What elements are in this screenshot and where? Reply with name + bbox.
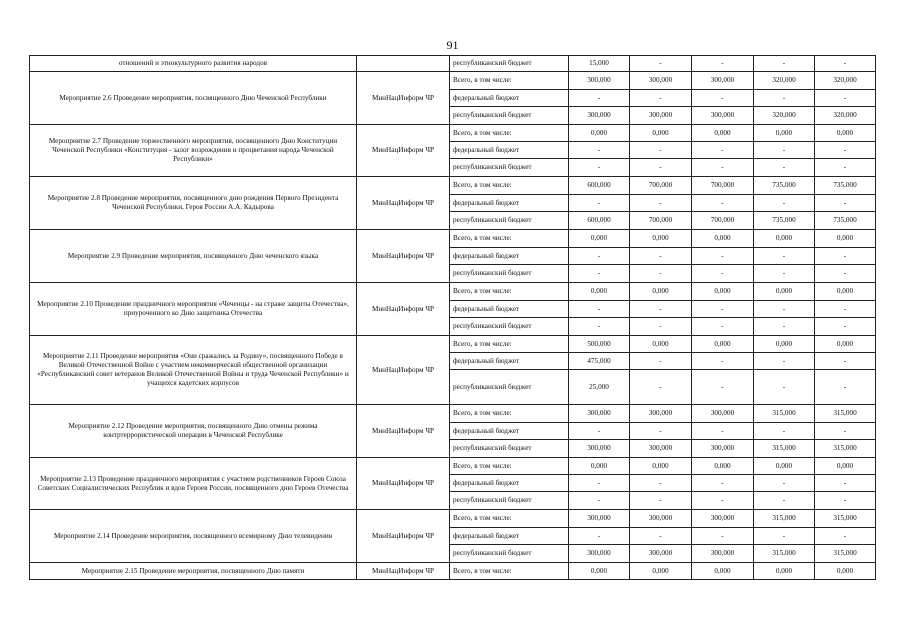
organization-cell: МинНацИнформ ЧР [357, 336, 450, 405]
value-cell: 15,000 [569, 56, 630, 72]
funding-source: республиканский бюджет [450, 545, 569, 563]
value-cell: 315,000 [815, 440, 876, 458]
value-cell: 0,000 [630, 283, 692, 301]
value-cell: 0,000 [754, 283, 815, 301]
budget-table [29, 55, 876, 580]
value-cell: - [815, 370, 876, 405]
event-title: отношений и этнокультурного развития народов [30, 56, 357, 72]
value-cell: 0,000 [630, 458, 692, 475]
value-cell: 300,000 [630, 510, 692, 528]
value-cell: - [692, 142, 754, 159]
value-cell: - [630, 301, 692, 318]
table-row [30, 563, 876, 580]
value-cell: 315,000 [754, 545, 815, 563]
value-cell: - [630, 353, 692, 370]
value-cell: 320,000 [815, 72, 876, 90]
table-row [30, 336, 876, 353]
value-cell: 320,000 [754, 107, 815, 125]
funding-source: республиканский бюджет [450, 492, 569, 510]
value-cell: - [815, 248, 876, 265]
value-cell: 0,000 [630, 336, 692, 353]
value-cell: - [569, 528, 630, 545]
value-cell: 300,000 [692, 72, 754, 90]
funding-source: федеральный бюджет [450, 423, 569, 440]
value-cell: - [754, 492, 815, 510]
value-cell: - [754, 475, 815, 492]
value-cell: - [569, 301, 630, 318]
value-cell: - [754, 159, 815, 177]
value-cell: - [815, 265, 876, 283]
value-cell: - [630, 492, 692, 510]
event-title: Мероприятие 2.7 Проведение торжественного мероприятия, посвященного Дню Конституции Чеченской Республики «Конституция - залог возрождения и процветания народа Чеченской Республики» [30, 125, 357, 177]
value-cell: - [692, 301, 754, 318]
value-cell: - [815, 353, 876, 370]
organization-cell: МинНацИнформ ЧР [357, 510, 450, 563]
value-cell: 0,000 [815, 563, 876, 580]
page-number: 91 [446, 38, 459, 52]
organization-cell: МинНацИнформ ЧР [357, 125, 450, 177]
value-cell: - [569, 248, 630, 265]
value-cell: 0,000 [815, 283, 876, 301]
organization-cell: МинНацИнформ ЧР [357, 405, 450, 458]
event-title: Мероприятие 2.13 Проведение праздничного мероприятия с участием родственников Героев Союза Советских Социалистических Республик и вдов Героев России, посвященного дню Героев Отечества [30, 458, 357, 510]
value-cell: 300,000 [692, 545, 754, 563]
table-row [30, 125, 876, 142]
funding-source: Всего, в том числе: [450, 125, 569, 142]
value-cell: 315,000 [754, 440, 815, 458]
value-cell: - [692, 195, 754, 212]
funding-source: федеральный бюджет [450, 353, 569, 370]
value-cell: 25,000 [569, 370, 630, 405]
value-cell: - [630, 423, 692, 440]
table-row [30, 230, 876, 248]
funding-source: федеральный бюджет [450, 528, 569, 545]
organization-cell: МинНацИнформ ЧР [357, 230, 450, 283]
value-cell: 0,000 [692, 336, 754, 353]
funding-source: республиканский бюджет [450, 107, 569, 125]
value-cell: - [754, 301, 815, 318]
value-cell: 315,000 [815, 510, 876, 528]
value-cell: 300,000 [630, 72, 692, 90]
event-title: Мероприятие 2.12 Проведение мероприятия, посвященного Дню отмены режима контртеррористической операции в Чеченской Республике [30, 405, 357, 458]
value-cell: 0,000 [569, 458, 630, 475]
value-cell: 0,000 [754, 458, 815, 475]
table-row [30, 283, 876, 301]
value-cell: 735,000 [815, 212, 876, 230]
value-cell: 300,000 [569, 440, 630, 458]
value-cell: 320,000 [754, 72, 815, 90]
table-row [30, 56, 876, 72]
value-cell: 300,000 [569, 405, 630, 423]
value-cell: 300,000 [692, 510, 754, 528]
value-cell: 0,000 [815, 125, 876, 142]
funding-source: республиканский бюджет [450, 440, 569, 458]
funding-source: республиканский бюджет [450, 56, 569, 72]
value-cell: - [815, 528, 876, 545]
value-cell: - [630, 475, 692, 492]
value-cell: - [815, 142, 876, 159]
value-cell: 0,000 [692, 563, 754, 580]
funding-source: Всего, в том числе: [450, 72, 569, 90]
value-cell: - [630, 142, 692, 159]
value-cell: 300,000 [569, 545, 630, 563]
value-cell: - [754, 370, 815, 405]
event-title: Мероприятие 2.9 Проведение мероприятия, посвященного Дню чеченского языка [30, 230, 357, 283]
value-cell: - [569, 475, 630, 492]
funding-source: республиканский бюджет [450, 159, 569, 177]
value-cell: 300,000 [630, 545, 692, 563]
value-cell: 735,000 [754, 212, 815, 230]
value-cell: 300,000 [630, 107, 692, 125]
value-cell: 735,000 [754, 177, 815, 195]
value-cell: - [692, 159, 754, 177]
table-row [30, 405, 876, 423]
value-cell: - [630, 90, 692, 107]
value-cell: - [569, 265, 630, 283]
funding-source: Всего, в том числе: [450, 458, 569, 475]
value-cell: - [815, 159, 876, 177]
value-cell: - [692, 318, 754, 336]
value-cell: 735,000 [815, 177, 876, 195]
value-cell: - [754, 423, 815, 440]
organization-cell: МинНацИнформ ЧР [357, 177, 450, 230]
event-title: Мероприятие 2.6 Проведение мероприятия, посвященного Дню Чеченской Республики [30, 72, 357, 125]
funding-source: республиканский бюджет [450, 212, 569, 230]
value-cell: 315,000 [754, 510, 815, 528]
value-cell: - [630, 248, 692, 265]
value-cell: 0,000 [692, 125, 754, 142]
value-cell: - [692, 370, 754, 405]
value-cell: - [754, 318, 815, 336]
value-cell: - [754, 142, 815, 159]
value-cell: 475,000 [569, 353, 630, 370]
funding-source: республиканский бюджет [450, 318, 569, 336]
value-cell: 0,000 [754, 563, 815, 580]
value-cell: 700,000 [692, 177, 754, 195]
event-title: Мероприятие 2.11 Проведение мероприятия «Они сражались за Родину», посвященного Победе в Великой Отечественной Войне с участием некоммерческой общественной организации «Республиканский совет ветеранов Великой Отечественной Войны и труда Чеченской Республики» и учащихся кадетских корпусов [30, 336, 357, 405]
value-cell: - [815, 195, 876, 212]
value-cell: - [815, 90, 876, 107]
value-cell: - [569, 318, 630, 336]
value-cell: 315,000 [754, 405, 815, 423]
value-cell: - [569, 195, 630, 212]
funding-source: Всего, в том числе: [450, 177, 569, 195]
value-cell: 0,000 [815, 336, 876, 353]
value-cell: 0,000 [754, 125, 815, 142]
value-cell: - [754, 528, 815, 545]
value-cell: 0,000 [569, 230, 630, 248]
value-cell: 600,000 [569, 212, 630, 230]
value-cell: - [692, 353, 754, 370]
value-cell: 0,000 [569, 125, 630, 142]
value-cell: - [630, 195, 692, 212]
value-cell: 700,000 [630, 177, 692, 195]
table-row [30, 458, 876, 475]
funding-source: Всего, в том числе: [450, 563, 569, 580]
value-cell: 0,000 [692, 230, 754, 248]
value-cell: - [815, 423, 876, 440]
funding-source: федеральный бюджет [450, 90, 569, 107]
event-title: Мероприятие 2.8 Проведение мероприятия, посвященного дню рождения Первого Президента Чеченской Республики, Героя России А.А. Кадырова [30, 177, 357, 230]
value-cell: 300,000 [569, 107, 630, 125]
funding-source: республиканский бюджет [450, 265, 569, 283]
organization-cell: МинНацИнформ ЧР [357, 283, 450, 336]
value-cell: - [569, 142, 630, 159]
value-cell: - [692, 265, 754, 283]
value-cell: 300,000 [630, 440, 692, 458]
value-cell: - [630, 159, 692, 177]
table-row [30, 177, 876, 195]
funding-source: федеральный бюджет [450, 475, 569, 492]
organization-cell: МинНацИнформ ЧР [357, 563, 450, 580]
value-cell: 700,000 [630, 212, 692, 230]
organization-cell: МинНацИнформ ЧР [357, 72, 450, 125]
value-cell: 300,000 [692, 405, 754, 423]
funding-source: федеральный бюджет [450, 248, 569, 265]
table-row [30, 72, 876, 90]
funding-source: Всего, в том числе: [450, 510, 569, 528]
organization-cell [357, 56, 450, 72]
value-cell: - [569, 159, 630, 177]
funding-source: Всего, в том числе: [450, 230, 569, 248]
value-cell: 0,000 [630, 125, 692, 142]
value-cell: - [692, 492, 754, 510]
value-cell: - [692, 90, 754, 107]
value-cell: - [815, 301, 876, 318]
value-cell: 300,000 [569, 72, 630, 90]
value-cell: 0,000 [754, 336, 815, 353]
value-cell: - [754, 56, 815, 72]
value-cell: - [630, 318, 692, 336]
value-cell: 300,000 [692, 107, 754, 125]
value-cell: - [569, 423, 630, 440]
value-cell: - [815, 475, 876, 492]
value-cell: - [630, 370, 692, 405]
value-cell: 0,000 [569, 283, 630, 301]
value-cell: - [692, 56, 754, 72]
event-title: Мероприятие 2.14 Проведение мероприятия, посвященного всемирному Дню телевидения [30, 510, 357, 563]
value-cell: 315,000 [815, 405, 876, 423]
value-cell: 300,000 [569, 510, 630, 528]
value-cell: - [754, 353, 815, 370]
value-cell: - [692, 528, 754, 545]
value-cell: - [815, 56, 876, 72]
value-cell: 300,000 [692, 440, 754, 458]
value-cell: - [630, 265, 692, 283]
value-cell: - [569, 492, 630, 510]
value-cell: - [630, 56, 692, 72]
value-cell: - [754, 248, 815, 265]
value-cell: 0,000 [630, 230, 692, 248]
value-cell: - [692, 423, 754, 440]
value-cell: 0,000 [692, 458, 754, 475]
value-cell: - [754, 195, 815, 212]
funding-source: республиканский бюджет [450, 370, 569, 405]
value-cell: - [754, 90, 815, 107]
value-cell: - [754, 265, 815, 283]
value-cell: - [815, 492, 876, 510]
value-cell: 0,000 [815, 458, 876, 475]
value-cell: 320,000 [815, 107, 876, 125]
value-cell: 300,000 [630, 405, 692, 423]
value-cell: 600,000 [569, 177, 630, 195]
value-cell: 700,000 [692, 212, 754, 230]
value-cell: 0,000 [815, 230, 876, 248]
organization-cell: МинНацИнформ ЧР [357, 458, 450, 510]
value-cell: 315,000 [815, 545, 876, 563]
value-cell: 0,000 [569, 563, 630, 580]
value-cell: - [630, 528, 692, 545]
event-title: Мероприятие 2.15 Проведение мероприятия, посвященного Дню памяти [30, 563, 357, 580]
funding-source: федеральный бюджет [450, 301, 569, 318]
funding-source: Всего, в том числе: [450, 336, 569, 353]
value-cell: - [692, 248, 754, 265]
funding-source: Всего, в том числе: [450, 405, 569, 423]
value-cell: 0,000 [754, 230, 815, 248]
table-body [30, 56, 876, 580]
value-cell: 0,000 [692, 283, 754, 301]
table-row [30, 510, 876, 528]
value-cell: - [815, 318, 876, 336]
value-cell: 0,000 [630, 563, 692, 580]
funding-source: федеральный бюджет [450, 195, 569, 212]
funding-source: Всего, в том числе: [450, 283, 569, 301]
value-cell: - [569, 90, 630, 107]
event-title: Мероприятие 2.10 Проведение праздничного мероприятия «Чеченцы - на страже защиты Отечества», приуроченного ко Дню защитника Отечества [30, 283, 357, 336]
funding-source: федеральный бюджет [450, 142, 569, 159]
value-cell: - [692, 475, 754, 492]
value-cell: 500,000 [569, 336, 630, 353]
